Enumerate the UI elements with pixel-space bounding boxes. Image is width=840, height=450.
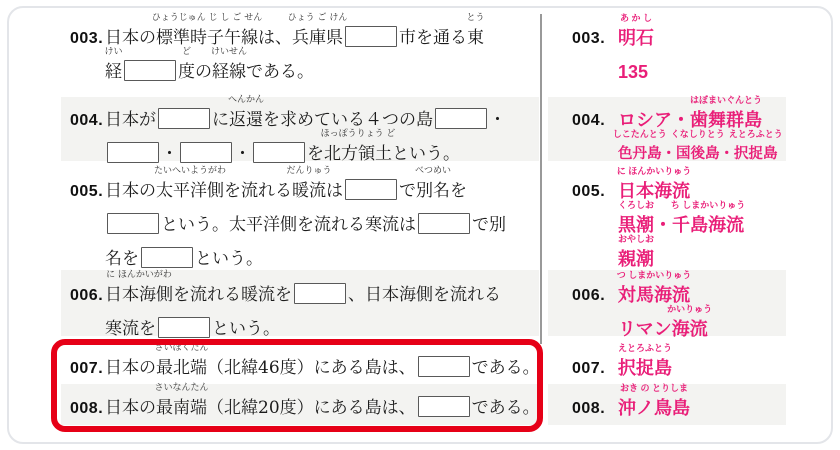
furigana: けいせん [210, 47, 248, 57]
text-segment: 市を通る [399, 28, 467, 48]
blank-box [435, 108, 487, 129]
text-segment: である。 [471, 398, 540, 418]
text-segment: （北緯46度）にある島は、 [207, 358, 416, 378]
ruby-base: 最北端 さいほくたん [154, 343, 209, 378]
text-segment: は [326, 181, 343, 201]
question-row-007 [61, 345, 539, 384]
item-number: 007. [572, 360, 606, 377]
furigana: くろしお [617, 200, 655, 210]
blank-box [294, 283, 346, 304]
furigana: あ か し [619, 13, 653, 23]
text-segment: という。 [212, 319, 280, 339]
question-row-005 [61, 161, 539, 270]
question-body [105, 384, 539, 425]
ruby-base: 歯舞群島 はぼまいぐんとう [689, 95, 763, 130]
furigana: ひょうじゅん じ し ご せん [151, 13, 263, 23]
text-segment: を求めている４つの島 [263, 110, 433, 130]
text-segment: ・ [719, 146, 734, 162]
item-number: 004. [70, 112, 104, 129]
blank-box [107, 142, 159, 163]
blank-box [124, 60, 176, 81]
answer-row-004 [548, 97, 786, 161]
ruby-base: 黒潮 くろしお [617, 200, 655, 235]
text-segment: 、日本海側を流れる [348, 285, 501, 305]
question-row-004 [61, 95, 539, 164]
furigana: おき の とりしま [619, 383, 689, 393]
item-number: 003. [572, 30, 606, 47]
question-body [105, 270, 539, 346]
text-segment: の [195, 62, 212, 82]
text-segment: 寒流を [105, 319, 156, 339]
furigana: たいへいようがわ [153, 166, 227, 176]
text-segment: 日本の [105, 181, 156, 201]
furigana: ほっぽうりょう ど [320, 129, 396, 139]
ruby-base: 太平洋側 たいへいようがわ [153, 166, 227, 201]
text-segment: を流れる [224, 181, 292, 201]
furigana: に ほんかいりゅう [616, 166, 692, 176]
ruby-base: 日本海側 に ほんかいがわ [105, 270, 173, 305]
furigana: に ほんかいがわ [106, 270, 172, 280]
ruby-base: 沖ノ鳥島 おき の とりしま [618, 383, 690, 418]
ruby-base: 経線 けいせん [210, 47, 248, 82]
text-line [105, 312, 539, 346]
blank-box [345, 26, 397, 47]
item-number: 006. [572, 287, 606, 304]
text-line [105, 383, 540, 425]
item-number: 005. [572, 183, 606, 200]
text-segment: ・ [654, 215, 672, 235]
text-line [105, 343, 540, 385]
furigana: ど [181, 47, 192, 57]
ruby-base: 日本海流 に ほんかいりゅう [616, 166, 692, 201]
question-body [105, 161, 539, 276]
ruby-base: 色丹島 しこたんとう [612, 129, 667, 162]
text-line [618, 55, 786, 89]
answer-row-007 [548, 345, 786, 384]
question-body [105, 8, 539, 89]
text-segment: 日本の [105, 358, 156, 378]
furigana: くなしりとう [670, 129, 725, 139]
text-segment: 日本の [105, 28, 156, 48]
item-number: 007. [70, 360, 104, 377]
text-line [618, 13, 786, 55]
answer-row-006 [548, 270, 786, 339]
blank-box [141, 247, 193, 268]
furigana: へんかん [227, 95, 265, 105]
answer-body [618, 8, 786, 89]
furigana: ひょう ご けん [287, 13, 348, 23]
ruby-base: 海流 かいりゅう [667, 304, 713, 339]
text-line [617, 343, 786, 385]
text-segment: を [307, 144, 324, 164]
blank-box [418, 396, 470, 417]
text-line [105, 166, 539, 208]
text-segment: ロシア・ [618, 110, 690, 130]
text-segment: （北緯20度）にある島は、 [207, 398, 416, 418]
ruby-base: 東 とう [466, 13, 485, 48]
ruby-base: 千島海流 ち しまかいりゅう [670, 200, 746, 235]
text-segment: を流れる暖流を [173, 285, 292, 305]
ruby-base: 北方領土 ほっぽうりょう ど [320, 129, 396, 164]
answer-body [618, 384, 786, 425]
text-segment: に [212, 110, 229, 130]
item-number: 003. [70, 30, 104, 47]
text-segment: ・ [161, 144, 178, 164]
blank-box [418, 356, 470, 377]
answer-body [618, 345, 786, 385]
text-line [104, 47, 539, 89]
blank-box [253, 142, 305, 163]
text-segment: を [450, 181, 467, 201]
text-segment: である。 [471, 358, 540, 378]
furigana: かいりゅう [667, 304, 713, 314]
ruby-base: 択捉島 えとろふとう [617, 343, 673, 378]
furigana: さいほくたん [154, 343, 209, 353]
ruby-base: 兵庫県 ひょう ご けん [287, 13, 348, 48]
question-row-003 [61, 8, 539, 97]
furigana: おやしお [617, 234, 655, 244]
text-segment: ・ [234, 144, 251, 164]
text-line [105, 13, 539, 55]
text-segment: 135 [618, 62, 649, 82]
blank-box [107, 213, 159, 234]
furigana: べつめい [414, 166, 452, 176]
text-segment: 日本の [105, 398, 156, 418]
text-segment: である。 [246, 62, 314, 82]
answer-row-003 [548, 8, 786, 97]
item-number: 008. [572, 400, 606, 417]
question-body [105, 97, 539, 171]
text-segment: で [399, 181, 416, 201]
text-line [105, 270, 539, 312]
text-segment: リマン [618, 319, 672, 339]
text-line [618, 383, 786, 425]
ruby-base: 別名 べつめい [414, 166, 452, 201]
text-segment: ・ [489, 110, 506, 130]
answer-body [618, 270, 786, 346]
ruby-base: 度 ど [178, 47, 195, 82]
ruby-base: 経 けい [104, 47, 123, 82]
answer-row-008 [548, 384, 786, 425]
furigana: さいなんたん [154, 383, 209, 393]
text-segment: ・ [661, 146, 676, 162]
text-segment: は、 [258, 28, 292, 48]
furigana: はぼまいぐんとう [689, 95, 763, 105]
blank-box [158, 108, 210, 129]
ruby-base: 標準時子午線 ひょうじゅん じ し ご せん [151, 13, 263, 48]
furigana: だんりゅう [286, 166, 332, 176]
item-number: 006. [70, 287, 104, 304]
furigana: けい [104, 47, 123, 57]
ruby-base: 国後島 くなしりとう [670, 129, 725, 162]
furigana: とう [466, 13, 485, 23]
ruby-base: 最南端 さいなんたん [154, 383, 209, 418]
furigana: ち しまかいりゅう [670, 200, 746, 210]
blank-box [418, 213, 470, 234]
item-number: 005. [70, 183, 104, 200]
blank-box [158, 317, 210, 338]
furigana: しこたんとう [612, 129, 667, 139]
answer-body [618, 161, 786, 276]
text-segment: という。太平洋側を流れる寒流は [161, 215, 416, 235]
ruby-base: 返還 へんかん [227, 95, 265, 130]
text-segment: 名を [105, 249, 139, 269]
furigana: えとろふとう [728, 129, 783, 139]
column-divider [540, 14, 542, 344]
text-line [105, 208, 539, 242]
ruby-base: 明石 あ か し [618, 13, 654, 48]
furigana: えとろふとう [617, 343, 673, 353]
text-line [618, 304, 786, 346]
question-row-008 [61, 384, 539, 425]
text-segment: という。 [195, 249, 263, 269]
text-segment: という。 [392, 144, 460, 164]
blank-box [180, 142, 232, 163]
answer-row-005 [548, 161, 786, 270]
ruby-base: 対馬海流 つ しまかいりゅう [616, 270, 692, 305]
question-body [105, 345, 539, 385]
text-segment: 日本が [105, 110, 156, 130]
question-row-006 [61, 270, 539, 339]
ruby-base: 暖流 だんりゅう [286, 166, 332, 201]
blank-box [345, 179, 397, 200]
worksheet-card [7, 6, 833, 444]
ruby-base: 択捉島 えとろふとう [728, 129, 783, 162]
furigana: つ しまかいりゅう [616, 270, 692, 280]
item-number: 004. [572, 112, 606, 129]
text-segment: で別 [472, 215, 506, 235]
item-number: 008. [70, 400, 104, 417]
ruby-base: 親潮 おやしお [617, 234, 655, 269]
